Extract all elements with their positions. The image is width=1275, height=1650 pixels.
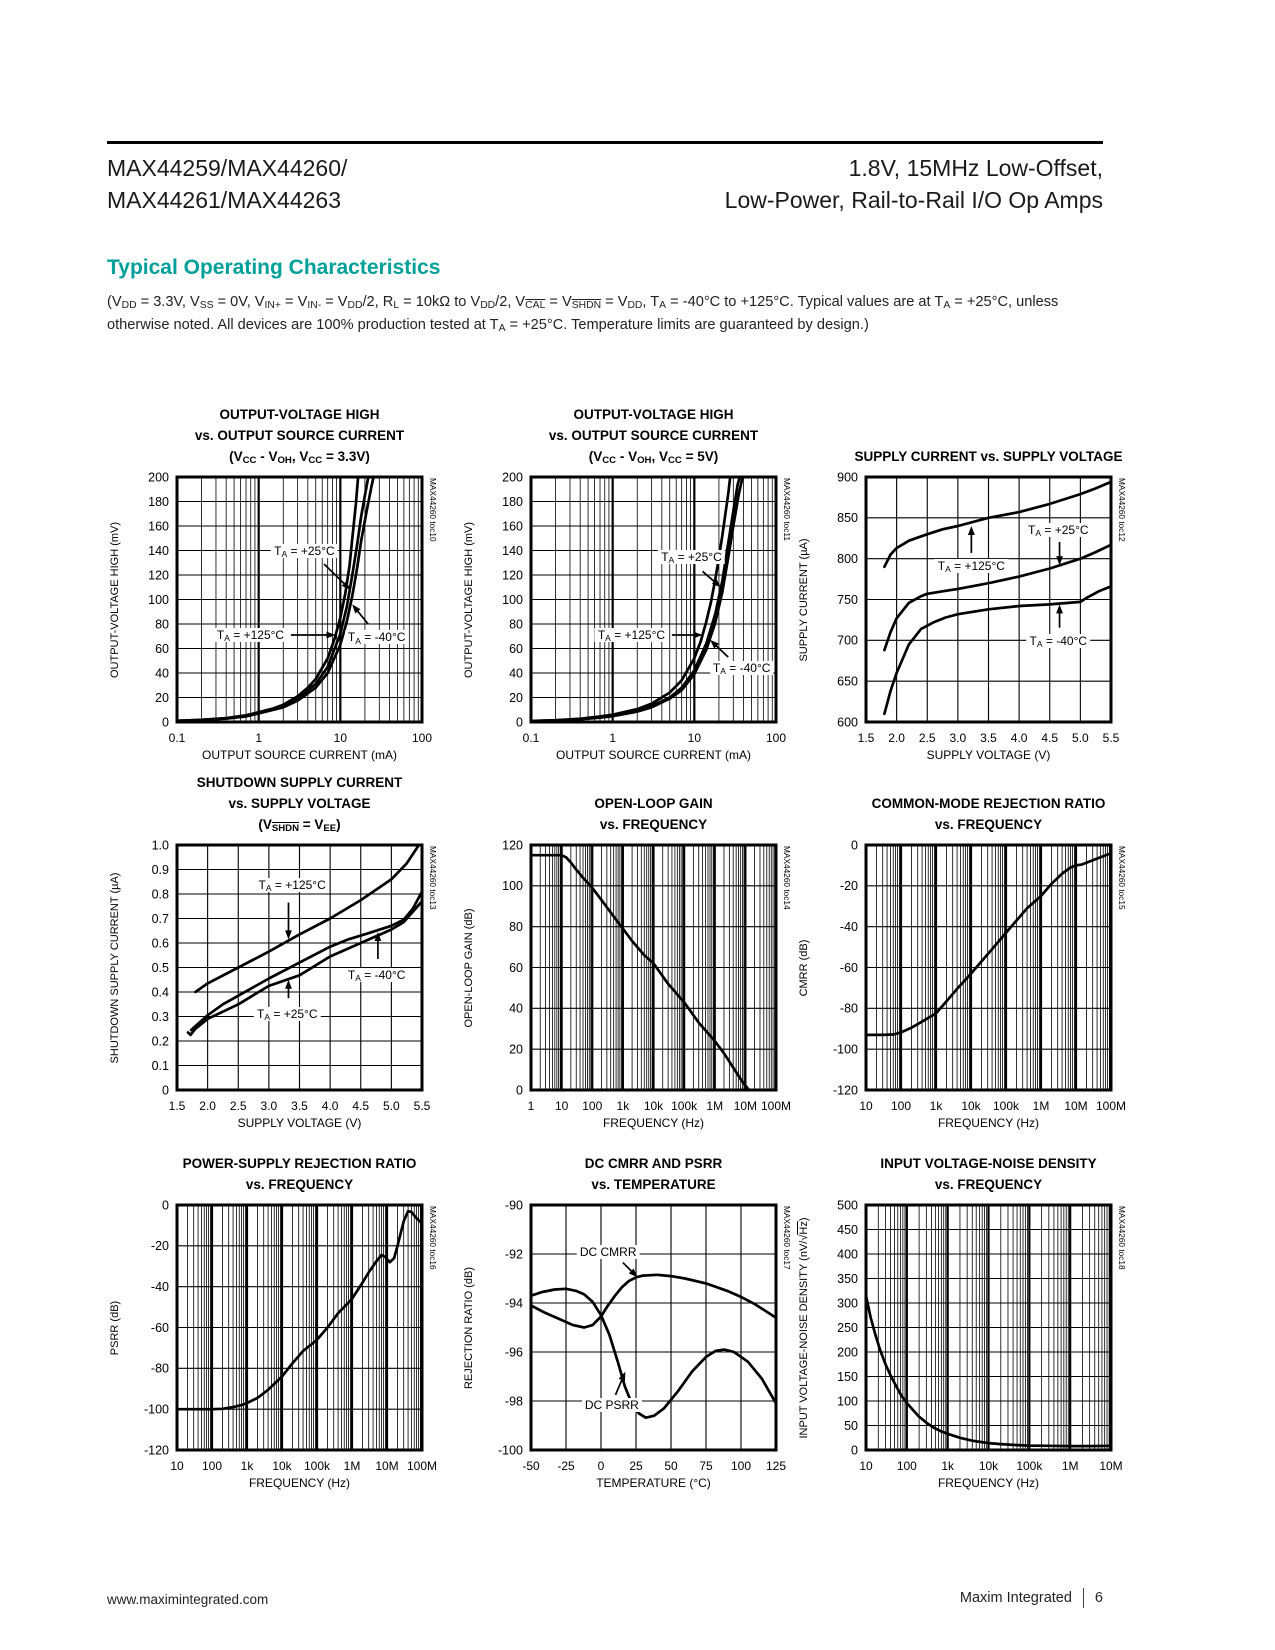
curve-label: TA = +125°C xyxy=(595,628,668,642)
y-tick-label: 200 xyxy=(502,470,523,485)
x-tick-label: 100k xyxy=(1016,1459,1043,1473)
x-tick-label: 4.0 xyxy=(321,1099,339,1113)
chart-code-label: MAX44260 toc18 xyxy=(1117,1206,1127,1270)
x-tick-label: -50 xyxy=(522,1459,540,1473)
chart-title: POWER-SUPPLY REJECTION RATIO vs. FREQUENCY xyxy=(182,1156,417,1192)
y-tick-label: 0 xyxy=(851,838,858,853)
chart-code-label: MAX44260 toc14 xyxy=(782,846,792,910)
y-tick-label: 160 xyxy=(148,519,169,534)
x-tick-label: 1 xyxy=(255,731,263,745)
y-tick-label: 200 xyxy=(837,1345,858,1360)
y-tick-label: 100 xyxy=(502,592,523,607)
x-tick-label: 3.0 xyxy=(260,1099,278,1113)
y-tick-label: -100 xyxy=(497,1443,523,1458)
x-tick-label: 100 xyxy=(411,731,433,745)
y-tick-label: 0.4 xyxy=(151,985,169,1000)
x-axis-title: FREQUENCY (Hz) xyxy=(248,1476,351,1490)
y-tick-label: 40 xyxy=(509,666,523,681)
x-tick-label: 1.5 xyxy=(857,731,875,745)
x-tick-label: 100 xyxy=(765,731,787,745)
curve-label: TA = -40°C xyxy=(1027,634,1091,648)
curve-label: TA = -40°C xyxy=(345,968,409,982)
y-tick-label: 120 xyxy=(502,568,523,583)
y-tick-label: 100 xyxy=(148,592,169,607)
x-tick-label: 100 xyxy=(201,1459,223,1473)
y-tick-label: -60 xyxy=(839,960,858,975)
y-axis-title: OPEN-LOOP GAIN (dB) xyxy=(463,908,475,1027)
y-tick-label: 180 xyxy=(148,494,169,509)
x-tick-label: 3.5 xyxy=(980,731,997,745)
curve-label: DC CMRR xyxy=(577,1245,640,1259)
y-tick-label: -80 xyxy=(839,1001,858,1016)
y-tick-label: 120 xyxy=(502,838,523,853)
curve-label: TA = +125°C xyxy=(214,628,287,642)
x-tick-label: 25 xyxy=(629,1459,643,1473)
y-tick-label: 50 xyxy=(844,1418,858,1433)
curve-label: TA = +125°C xyxy=(256,878,329,892)
y-tick-label: -94 xyxy=(504,1296,523,1311)
chart-title: COMMON-MODE REJECTION RATIO vs. FREQUENCY xyxy=(871,796,1106,832)
x-tick-label: 100 xyxy=(730,1459,752,1473)
y-tick-label: -120 xyxy=(832,1083,858,1098)
x-axis-title: SUPPLY VOLTAGE (V) xyxy=(237,1116,362,1130)
y-tick-label: -100 xyxy=(832,1042,858,1057)
y-tick-label: -20 xyxy=(150,1239,169,1254)
y-tick-label: 0 xyxy=(162,1083,169,1098)
y-tick-label: 250 xyxy=(837,1320,858,1335)
y-tick-label: 0 xyxy=(162,715,169,730)
y-tick-label: -40 xyxy=(839,919,858,934)
x-tick-label: 10 xyxy=(554,1099,569,1113)
x-tick-label: 0.1 xyxy=(522,731,540,745)
y-axis-title: SHUTDOWN SUPPLY CURRENT (µA) xyxy=(109,872,121,1063)
y-tick-label: 450 xyxy=(837,1222,858,1237)
y-tick-label: -92 xyxy=(504,1247,523,1262)
x-tick-label: 5.0 xyxy=(383,1099,400,1113)
y-tick-label: 80 xyxy=(509,617,523,632)
y-tick-label: 0.9 xyxy=(151,862,169,877)
y-tick-label: 160 xyxy=(502,519,523,534)
y-tick-label: 1.0 xyxy=(151,838,169,853)
y-axis-title: OUTPUT-VOLTAGE HIGH (mV) xyxy=(463,521,475,678)
y-tick-label: 80 xyxy=(509,919,523,934)
chart-canvas xyxy=(791,1191,1139,1494)
y-tick-label: -80 xyxy=(150,1361,169,1376)
x-tick-label: 10 xyxy=(859,1459,873,1473)
y-axis-title: OUTPUT-VOLTAGE HIGH (mV) xyxy=(109,521,121,678)
y-tick-label: 0.6 xyxy=(151,936,169,951)
x-tick-label: 10M xyxy=(1064,1099,1088,1113)
y-tick-label: 350 xyxy=(837,1271,858,1286)
y-tick-label: 0.2 xyxy=(151,1034,169,1049)
x-tick-label: 10M xyxy=(375,1459,399,1473)
x-tick-label: 1k xyxy=(240,1459,254,1473)
x-tick-label: 10 xyxy=(859,1099,873,1113)
y-tick-label: 20 xyxy=(155,690,169,705)
x-tick-label: 10 xyxy=(333,731,348,745)
x-tick-label: 5.5 xyxy=(1102,731,1120,745)
x-tick-label: 0 xyxy=(597,1459,605,1473)
x-tick-label: 1M xyxy=(343,1459,361,1473)
y-tick-label: -90 xyxy=(504,1198,523,1213)
y-axis-title: SUPPLY CURRENT (µA) xyxy=(798,537,810,662)
y-tick-label: 80 xyxy=(155,617,169,632)
chart-canvas xyxy=(791,831,1139,1134)
x-tick-label: 100M xyxy=(760,1099,792,1113)
y-tick-label: 800 xyxy=(837,551,858,566)
y-tick-label: -96 xyxy=(504,1345,523,1360)
x-tick-label: 2.0 xyxy=(888,731,905,745)
x-tick-label: 10k xyxy=(961,1099,981,1113)
y-tick-label: 0.3 xyxy=(151,1009,169,1024)
y-tick-label: 650 xyxy=(837,674,858,689)
plot-border xyxy=(531,1205,776,1450)
series-curve xyxy=(531,1275,776,1328)
chart-title: OUTPUT-VOLTAGE HIGH vs. OUTPUT SOURCE CURRENT (VCC - VOH, VCC = 3.3V) xyxy=(194,407,405,467)
x-tick-label: 10k xyxy=(272,1459,292,1473)
y-tick-label: 40 xyxy=(155,666,169,681)
y-tick-label: -98 xyxy=(504,1394,523,1409)
x-tick-label: 1k xyxy=(941,1459,955,1473)
x-tick-label: 75 xyxy=(699,1459,713,1473)
y-tick-label: -60 xyxy=(150,1320,169,1335)
y-tick-label: 0.8 xyxy=(151,887,169,902)
x-tick-label: 100k xyxy=(303,1459,331,1473)
chart-canvas xyxy=(456,1191,804,1494)
x-tick-label: 10M xyxy=(733,1099,758,1113)
page-number: 6 xyxy=(1094,1590,1103,1606)
x-tick-label: 2.0 xyxy=(199,1099,216,1113)
y-tick-label: -40 xyxy=(150,1279,169,1294)
x-tick-label: 2.5 xyxy=(918,731,936,745)
y-tick-label: 0 xyxy=(851,1443,858,1458)
y-tick-label: 40 xyxy=(509,1001,523,1016)
x-tick-label: 5.0 xyxy=(1072,731,1089,745)
curve-label: TA = -40°C xyxy=(710,661,774,675)
y-tick-label: 750 xyxy=(837,592,858,607)
product-description-line1: 1.8V, 15MHz Low-Offset, xyxy=(848,155,1103,181)
series-curve xyxy=(531,855,749,1090)
x-tick-label: 10M xyxy=(1099,1459,1123,1473)
x-axis-title: OUTPUT SOURCE CURRENT (mA) xyxy=(556,748,751,762)
footer-brand: Maxim Integrated xyxy=(959,1590,1072,1606)
x-tick-label: 2.5 xyxy=(229,1099,247,1113)
chart-canvas xyxy=(102,831,450,1134)
arrow-head-icon xyxy=(968,526,975,535)
x-axis-title: FREQUENCY (Hz) xyxy=(602,1116,705,1130)
chart-title: SUPPLY CURRENT vs. SUPPLY VOLTAGE xyxy=(854,449,1123,464)
x-tick-label: 100 xyxy=(890,1099,912,1113)
curve-label: DC PSRR xyxy=(582,1398,642,1412)
chart-code-label: MAX44260 toc16 xyxy=(428,1206,438,1270)
x-tick-label: 125 xyxy=(765,1459,787,1473)
chart-canvas xyxy=(791,463,1139,766)
x-tick-label: 10 xyxy=(170,1459,184,1473)
y-axis-title: INPUT VOLTAGE-NOISE DENSITY (nV/√Hz) xyxy=(798,1216,810,1439)
y-tick-label: 150 xyxy=(837,1369,858,1384)
y-tick-label: 0.7 xyxy=(151,911,169,926)
x-tick-label: 1 xyxy=(527,1099,535,1113)
x-axis-title: FREQUENCY (Hz) xyxy=(937,1116,1040,1130)
y-tick-label: 60 xyxy=(509,641,523,656)
x-tick-label: 10k xyxy=(978,1459,999,1473)
curve-label: TA = +125°C xyxy=(935,559,1008,573)
x-tick-label: 1k xyxy=(929,1099,943,1113)
y-tick-label: 300 xyxy=(837,1296,858,1311)
series-curve xyxy=(177,477,358,721)
x-tick-label: 1 xyxy=(609,731,617,745)
y-tick-label: 200 xyxy=(148,470,169,485)
y-tick-label: 60 xyxy=(509,960,523,975)
x-tick-label: 100M xyxy=(1095,1099,1127,1113)
x-tick-label: 4.0 xyxy=(1010,731,1028,745)
x-tick-label: 100 xyxy=(896,1459,917,1473)
y-tick-label: 0 xyxy=(162,1198,169,1213)
x-axis-title: FREQUENCY (Hz) xyxy=(937,1476,1040,1490)
x-tick-label: 10k xyxy=(643,1099,664,1113)
y-axis-title: PSRR (dB) xyxy=(109,1300,121,1355)
chart-title: OPEN-LOOP GAIN vs. FREQUENCY xyxy=(594,796,713,832)
x-tick-label: 3.0 xyxy=(949,731,967,745)
y-tick-label: 20 xyxy=(509,690,523,705)
conditions-text: (VDD = 3.3V, VSS = 0V, VIN+ = VIN- = VDD/2, RL = 10kΩ to VDD/2, $V\overline{CAL}$ = VSHDN = VDD, TA = -40°C to +125°C. Typical values are at TA = +25°C, unless otherwise noted. All devices are 100% production tested at TA = +25°C. Temperature limits are guaranteed by design.) xyxy=(107,294,1059,334)
x-tick-label: 4.5 xyxy=(1041,731,1059,745)
footer-url: www.maximintegrated.com xyxy=(107,1592,269,1607)
chart-code-label: MAX44260 toc11 xyxy=(782,478,792,542)
curve-label: TA = +25°C xyxy=(1025,523,1092,537)
x-tick-label: 4.5 xyxy=(352,1099,370,1113)
x-tick-label: 1M xyxy=(706,1099,724,1113)
chart-title: INPUT VOLTAGE-NOISE DENSITY vs. FREQUENCY xyxy=(880,1156,1097,1192)
x-axis-title: SUPPLY VOLTAGE (V) xyxy=(926,748,1051,762)
y-axis-title: REJECTION RATIO (dB) xyxy=(463,1266,475,1389)
x-tick-label: 5.5 xyxy=(413,1099,431,1113)
x-tick-label: 0.1 xyxy=(168,731,186,745)
curve-label: TA = +25°C xyxy=(271,544,338,558)
chart-title: OUTPUT-VOLTAGE HIGH vs. OUTPUT SOURCE CURRENT (VCC - VOH, VCC = 5V) xyxy=(548,407,759,467)
y-tick-label: 500 xyxy=(837,1198,858,1213)
x-tick-label: 50 xyxy=(664,1459,678,1473)
x-tick-label: 1M xyxy=(1032,1099,1050,1113)
x-axis-title: TEMPERATURE (°C) xyxy=(596,1476,711,1490)
y-tick-label: 140 xyxy=(148,543,169,558)
chart-code-label: MAX44260 toc13 xyxy=(428,846,438,910)
section-title: Typical Operating Characteristics xyxy=(107,256,441,279)
chart-canvas xyxy=(456,831,804,1134)
y-tick-label: 120 xyxy=(148,568,169,583)
x-tick-label: -25 xyxy=(557,1459,575,1473)
y-tick-label: -20 xyxy=(839,879,858,894)
curve-label: TA = +25°C xyxy=(254,1007,321,1021)
y-tick-label: 600 xyxy=(837,715,858,730)
y-tick-label: 100 xyxy=(837,1394,858,1409)
footer-divider xyxy=(1083,1588,1084,1608)
chart-title: DC CMRR AND PSRR vs. TEMPERATURE xyxy=(584,1156,723,1192)
y-tick-label: 850 xyxy=(837,511,858,526)
chart-code-label: MAX44260 toc10 xyxy=(428,478,438,542)
curve-label: TA = +25°C xyxy=(658,550,725,564)
y-tick-label: -100 xyxy=(143,1402,169,1417)
series-curve xyxy=(531,1289,776,1418)
arrow-head-icon xyxy=(1056,604,1063,613)
x-tick-label: 100M xyxy=(406,1459,438,1473)
footer-right xyxy=(960,1586,1103,1610)
y-tick-label: 400 xyxy=(837,1247,858,1262)
y-tick-label: 0 xyxy=(516,715,523,730)
y-tick-label: 140 xyxy=(502,543,523,558)
part-numbers-line2: MAX44261/MAX44263 xyxy=(107,187,341,213)
y-tick-label: 0.1 xyxy=(151,1058,169,1073)
y-tick-label: 700 xyxy=(837,633,858,648)
chart-code-label: MAX44260 toc17 xyxy=(782,1206,792,1270)
y-tick-label: 0.5 xyxy=(151,960,169,975)
product-description-line2: Low-Power, Rail-to-Rail I/O Op Amps xyxy=(724,187,1103,213)
chart-code-label: MAX44260 toc15 xyxy=(1117,846,1127,910)
x-tick-label: 10 xyxy=(687,731,702,745)
y-tick-label: 180 xyxy=(502,494,523,509)
y-tick-label: 20 xyxy=(509,1042,523,1057)
x-tick-label: 3.5 xyxy=(291,1099,308,1113)
y-tick-label: 0 xyxy=(516,1083,523,1098)
chart-title: SHUTDOWN SUPPLY CURRENT vs. SUPPLY VOLTAGE (VSHDN = VEE) xyxy=(196,775,403,835)
x-tick-label: 1M xyxy=(1061,1459,1079,1473)
chart-canvas xyxy=(102,1191,450,1494)
y-tick-label: 60 xyxy=(155,641,169,656)
x-tick-label: 100k xyxy=(671,1099,698,1113)
y-tick-label: 100 xyxy=(502,879,523,894)
x-tick-label: 1.5 xyxy=(168,1099,186,1113)
chart-canvas xyxy=(456,463,804,766)
chart-canvas xyxy=(102,463,450,766)
curve-label: TA = -40°C xyxy=(345,630,409,644)
y-tick-label: -120 xyxy=(143,1443,169,1458)
x-tick-label: 1k xyxy=(616,1099,630,1113)
x-axis-title: OUTPUT SOURCE CURRENT (mA) xyxy=(202,748,397,762)
chart-code-label: MAX44260 toc12 xyxy=(1117,478,1127,542)
x-tick-label: 100 xyxy=(582,1099,603,1113)
part-numbers-line1: MAX44259/MAX44260/ xyxy=(107,155,348,181)
y-axis-title: CMRR (dB) xyxy=(798,939,810,996)
x-tick-label: 100k xyxy=(992,1099,1020,1113)
series-curve xyxy=(884,586,1111,713)
y-tick-label: 900 xyxy=(837,470,858,485)
